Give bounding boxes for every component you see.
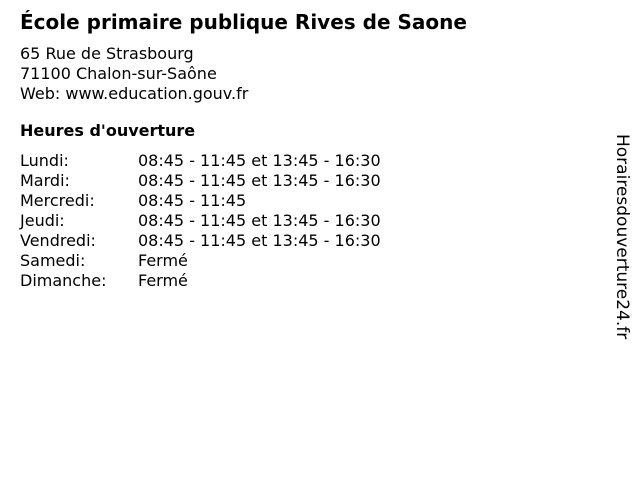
hours-row-saturday	[20, 251, 381, 271]
day-label: Samedi:	[20, 251, 86, 270]
day-label: Mardi:	[20, 171, 70, 190]
site-watermark: Horairesdouverture24.fr	[612, 134, 632, 340]
time-value: 08:45 - 11:45 et 13:45 - 16:30	[138, 151, 381, 170]
hours-row-tuesday	[20, 171, 381, 191]
business-card	[20, 8, 590, 291]
time-value: 08:45 - 11:45 et 13:45 - 16:30	[138, 211, 381, 230]
time-value: Fermé	[138, 251, 188, 270]
day-label: Lundi:	[20, 151, 69, 170]
hours-row-thursday	[20, 211, 381, 231]
time-value: 08:45 - 11:45 et 13:45 - 16:30	[138, 171, 381, 190]
opening-hours-table	[20, 151, 381, 291]
business-name: École primaire publique Rives de Saone	[20, 10, 467, 34]
time-value: Fermé	[138, 271, 188, 290]
address-city: 71100 Chalon-sur-Saône	[20, 64, 217, 83]
time-value: 08:45 - 11:45	[138, 191, 247, 210]
address-block	[20, 44, 590, 104]
hours-row-friday	[20, 231, 381, 251]
hours-row-monday	[20, 151, 381, 171]
day-label: Jeudi:	[20, 211, 65, 230]
website-text: Web: www.education.gouv.fr	[20, 84, 249, 103]
hours-row-wednesday	[20, 191, 381, 211]
day-label: Mercredi:	[20, 191, 95, 210]
opening-hours-title: Heures d'ouverture	[20, 121, 196, 140]
hours-row-sunday	[20, 271, 381, 291]
day-label: Vendredi:	[20, 231, 96, 250]
time-value: 08:45 - 11:45 et 13:45 - 16:30	[138, 231, 381, 250]
address-street: 65 Rue de Strasbourg	[20, 44, 194, 63]
day-label: Dimanche:	[20, 271, 107, 290]
